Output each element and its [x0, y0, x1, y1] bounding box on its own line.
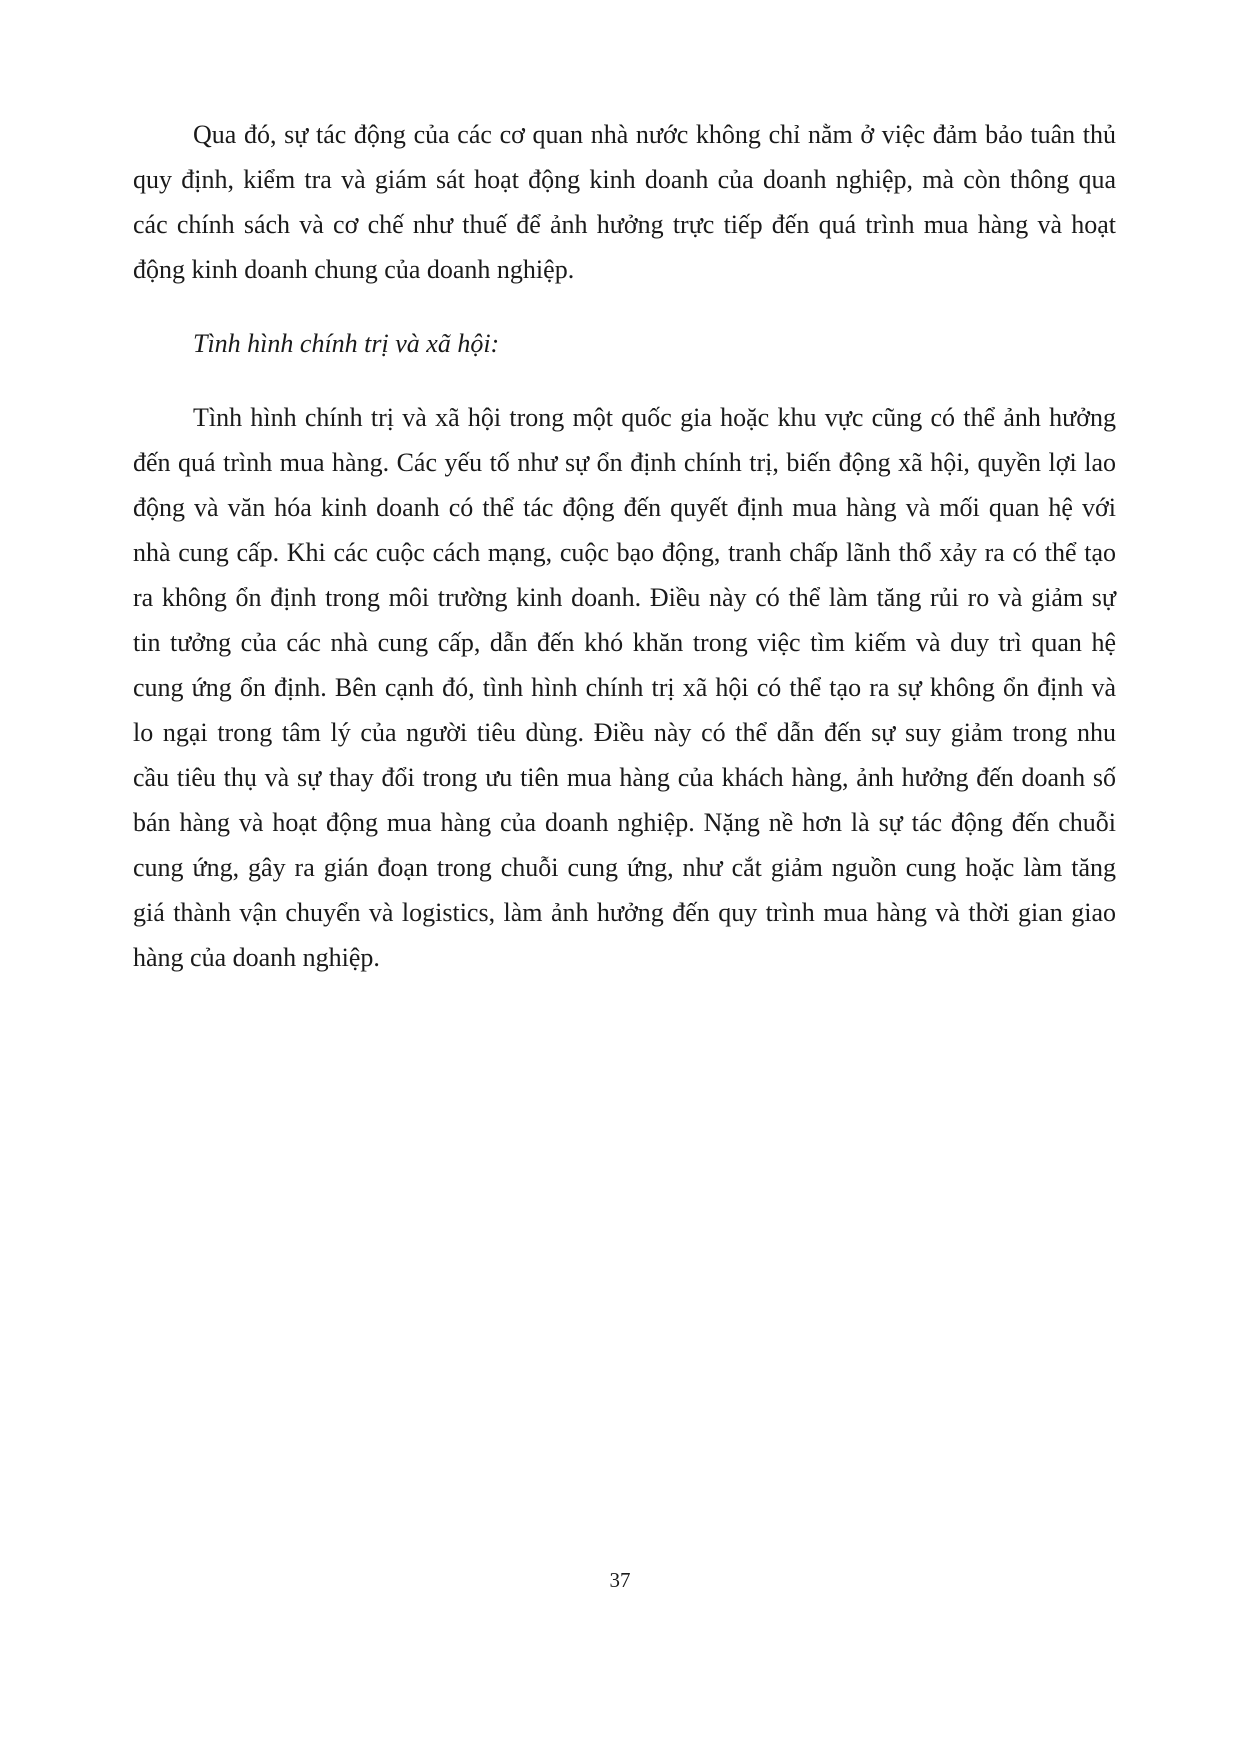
paragraph-line: lo ngại trong tâm lý của người tiêu dùng. Điều này có thể dẫn đến sự suy giảm trong nhu [133, 718, 1116, 747]
paragraph-line: động và văn hóa kinh doanh có thể tác động đến quyết định mua hàng và mối quan hệ với [133, 493, 1116, 522]
section-subheading: Tình hình chính trị và xã hội: [193, 329, 500, 358]
paragraph-line: đến quá trình mua hàng. Các yếu tố như sự ổn định chính trị, biến động xã hội, quyền lợi lao [133, 448, 1116, 477]
paragraph-line: cung ứng, gây ra gián đoạn trong chuỗi cung ứng, như cắt giảm nguồn cung hoặc làm tăng [133, 853, 1116, 882]
paragraph-line: cung ứng ổn định. Bên cạnh đó, tình hình chính trị xã hội có thể tạo ra sự không ổn định và [133, 673, 1116, 702]
paragraph-line: hàng của doanh nghiệp. [133, 943, 380, 972]
paragraph-political-social [133, 395, 1116, 980]
paragraph-line: ra không ổn định trong môi trường kinh doanh. Điều này có thể làm tăng rủi ro và giảm sự [133, 583, 1116, 612]
page-number: 37 [609, 1568, 631, 1592]
paragraph-line: Tình hình chính trị và xã hội trong một quốc gia hoặc khu vực cũng có thể ảnh hưởng [193, 403, 1116, 432]
paragraph-line: nhà cung cấp. Khi các cuộc cách mạng, cuộc bạo động, tranh chấp lãnh thổ xảy ra có thể tạo [133, 538, 1116, 567]
paragraph-line: bán hàng và hoạt động mua hàng của doanh nghiệp. Nặng nề hơn là sự tác động đến chuỗi [133, 808, 1116, 837]
paragraph-line: động kinh doanh chung của doanh nghiệp. [133, 255, 575, 284]
paragraph-line: quy định, kiểm tra và giám sát hoạt động kinh doanh của doanh nghiệp, mà còn thông qua [133, 165, 1116, 194]
paragraph-line: các chính sách và cơ chế như thuế để ảnh hưởng trực tiếp đến quá trình mua hàng và hoạt [133, 210, 1116, 239]
paragraph-line: Qua đó, sự tác động của các cơ quan nhà nước không chỉ nằm ở việc đảm bảo tuân thủ [193, 120, 1116, 149]
paragraph-government-impact [133, 112, 1116, 292]
page-body [133, 112, 1116, 980]
paragraph-line: giá thành vận chuyển và logistics, làm ảnh hưởng đến quy trình mua hàng và thời gian giao [133, 898, 1116, 927]
paragraph-line: cầu tiêu thụ và sự thay đổi trong ưu tiên mua hàng của khách hàng, ảnh hưởng đến doanh số [133, 763, 1116, 792]
paragraph-line: tin tưởng của các nhà cung cấp, dẫn đến khó khăn trong việc tìm kiếm và duy trì quan hệ [133, 628, 1116, 657]
